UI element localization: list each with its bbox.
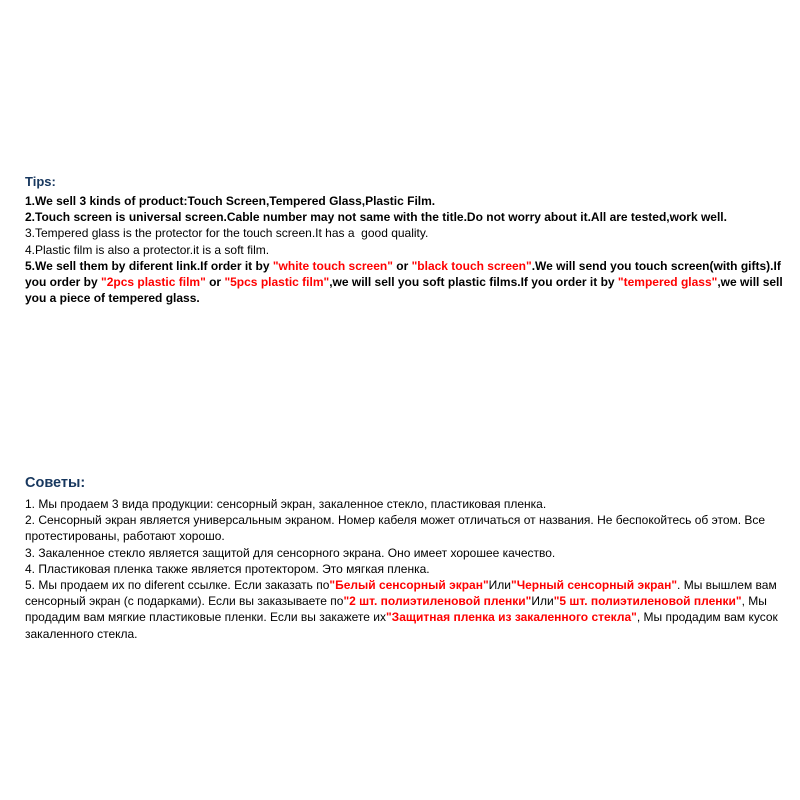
- plain-text: or: [205, 275, 225, 290]
- plain-text: Или: [488, 578, 511, 593]
- tip-line: [25, 193, 785, 209]
- tip-line: [25, 209, 785, 225]
- plain-text: . Мы вышлем вам сенсорный экран (с подарками). Если вы заказываете по: [25, 578, 781, 609]
- plain-text: 1.We sell 3 kinds of product:Touch Screen,Tempered Glass,Plastic Film.: [25, 194, 436, 208]
- plain-text: 5.We sell them by diferent link.If order it by: [25, 258, 273, 273]
- tips-section-english: [25, 173, 785, 306]
- highlighted-product-name: "5pcs plastic film": [224, 275, 330, 290]
- plain-text: 4. Пластиковая пленка также является протектором. Это мягкая пленка.: [25, 561, 430, 576]
- plain-text: , Мы продадим вам мягкие пластиковые пленки. Если вы закажете их: [25, 594, 771, 625]
- tip-line: [25, 242, 785, 258]
- highlighted-product-name: "5 шт. полиэтиленовой пленки": [553, 594, 742, 609]
- plain-text: 4.Plastic film is also a protector.it is a soft film.: [25, 242, 270, 257]
- highlighted-product-name: "white touch screen": [272, 258, 393, 273]
- plain-text: 5. Мы продаем их по diferent ссылке. Если заказать по: [25, 578, 330, 593]
- tip-line: [25, 561, 783, 577]
- tip-line: [25, 545, 783, 561]
- tips-lines-english: [25, 193, 785, 306]
- tip-line: [25, 225, 785, 241]
- tips-lines-russian: [25, 496, 783, 642]
- highlighted-product-name: "Защитная пленка из закаленного стекла": [385, 610, 637, 625]
- plain-text: 2.Touch screen is universal screen.Cable number may not same with the title.Do not worry about it.All are tested,work well.: [25, 210, 727, 225]
- plain-text: 2. Сенсорный экран является универсальным экраном. Номер кабеля может отличаться от названия. Не беспокойтесь об этом. Все протестированы, работают хорошо.: [25, 513, 769, 544]
- tips-heading-english: Tips:: [25, 174, 56, 189]
- plain-text: ,we will sell you a piece of tempered glass.: [25, 275, 787, 306]
- tips-section-russian: [25, 474, 783, 642]
- plain-text: Или: [531, 594, 554, 609]
- plain-text: 1. Мы продаем 3 вида продукции: сенсорный экран, закаленное стекло, пластиковая пленка.: [25, 497, 547, 511]
- plain-text: 3. Закаленное стекло является защитой для сенсорного экрана. Оно имеет хорошее качество.: [25, 545, 556, 560]
- tip-line: [25, 496, 783, 512]
- highlighted-product-name: "2pcs plastic film": [101, 275, 206, 290]
- tips-heading-russian: Советы:: [25, 475, 86, 491]
- highlighted-product-name: "black touch screen": [411, 258, 532, 273]
- plain-text: 3.Tempered glass is the protector for the touch screen.It has a good quality.: [25, 226, 429, 241]
- tip-line: [25, 577, 783, 642]
- plain-text: .We will send you touch screen(with gifts).If you order by: [25, 258, 785, 290]
- highlighted-product-name: "2 шт. полиэтиленовой пленки": [343, 594, 532, 609]
- plain-text: , Мы продадим вам кусок закаленного стекла.: [25, 610, 782, 641]
- tip-line: [25, 258, 785, 307]
- tip-line: [25, 512, 783, 544]
- plain-text: ,we will sell you soft plastic films.If you order it by: [329, 275, 618, 290]
- highlighted-product-name: "Белый сенсорный экран": [329, 578, 489, 593]
- highlighted-product-name: "Черный сенсорный экран": [511, 578, 678, 593]
- highlighted-product-name: "tempered glass": [617, 275, 718, 290]
- plain-text: or: [392, 258, 412, 273]
